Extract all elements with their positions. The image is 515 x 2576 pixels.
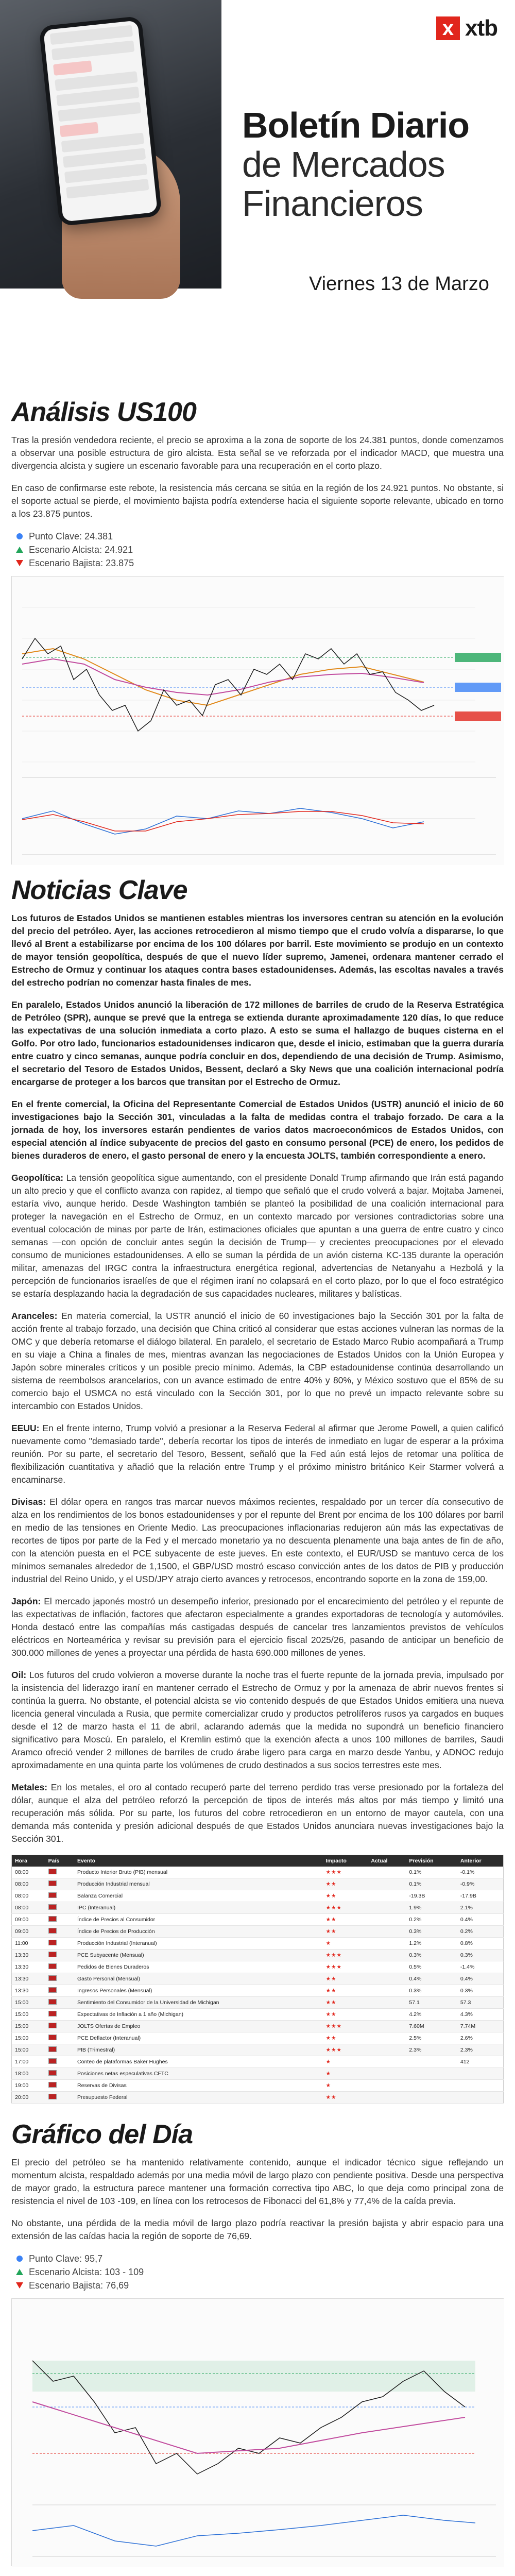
topic-lead: Metales: bbox=[11, 1782, 48, 1792]
calendar-row bbox=[12, 2021, 504, 2032]
country-flag-icon bbox=[45, 2021, 74, 2032]
impact-stars: ★★ bbox=[323, 1890, 368, 1902]
calendar-cell: Posiciones netas especulativas CFTC bbox=[74, 2068, 323, 2080]
country-flag-icon bbox=[45, 2032, 74, 2044]
xtb-logo-icon: x bbox=[436, 16, 460, 40]
chart-paragraph: El precio del petróleo se ha mantenido relativamente contenido, aunque el indicador técnico sigue reflejando un momentum alcista, respaldado además por una media móvil de largo plazo con pendiente positiva. Desde una perspectiva de mayor grado, la estructura parece mantener una formación correctiva tipo ABC, lo que deja como principal zona de resistencia el nivel de 103 -109, en línea con los retrocesos de Fibonacci del 61,8% y 77,4% de la caída previa. bbox=[11, 2157, 504, 2206]
calendar-cell: Producción Industrial (Interanual) bbox=[74, 1938, 323, 1950]
news-section bbox=[0, 875, 515, 2104]
calendar-row bbox=[12, 1938, 504, 1950]
calendar-cell: 0.1% bbox=[406, 1867, 457, 1878]
calendar-cell: 0.3% bbox=[406, 1950, 457, 1961]
report-title bbox=[242, 106, 505, 223]
phone-illustration bbox=[39, 16, 162, 227]
triangle-up-icon bbox=[15, 2268, 24, 2276]
calendar-cell: Expectativas de Inflación a 1 año (Michigan) bbox=[74, 2009, 323, 2021]
calendar-body bbox=[12, 1867, 504, 2104]
level-pivot bbox=[15, 2252, 504, 2265]
calendar-cell bbox=[368, 2080, 406, 2092]
calendar-cell: Balanza Comercial bbox=[74, 1890, 323, 1902]
impact-stars: ★★ bbox=[323, 1973, 368, 1985]
calendar-row bbox=[12, 2056, 504, 2068]
col-header: Previsión bbox=[406, 1855, 457, 1867]
us100-chart[interactable] bbox=[11, 576, 504, 865]
country-flag-icon bbox=[45, 1938, 74, 1950]
calendar-row bbox=[12, 1878, 504, 1890]
brand-logo[interactable] bbox=[436, 15, 497, 41]
calendar-cell bbox=[368, 1997, 406, 2009]
calendar-cell: Reservas de Divisas bbox=[74, 2080, 323, 2092]
calendar-row bbox=[12, 1950, 504, 1961]
calendar-cell: 2.6% bbox=[457, 2032, 504, 2044]
impact-stars: ★★★ bbox=[323, 1867, 368, 1878]
calendar-cell: 2.5% bbox=[406, 2032, 457, 2044]
calendar-row bbox=[12, 2080, 504, 2092]
calendar-cell: -0.9% bbox=[457, 1878, 504, 1890]
impact-stars: ★★ bbox=[323, 2092, 368, 2104]
calendar-cell: PIB (Trimestral) bbox=[74, 2044, 323, 2056]
country-flag-icon bbox=[45, 1878, 74, 1890]
calendar-cell bbox=[368, 1950, 406, 1961]
title-line-2: de Mercados bbox=[242, 144, 445, 184]
calendar-cell: Índice de Precios al Consumidor bbox=[74, 1914, 323, 1926]
col-header: Impacto bbox=[323, 1855, 368, 1867]
calendar-cell: 0.4% bbox=[406, 1973, 457, 1985]
triangle-down-icon bbox=[15, 559, 24, 567]
topic-aranceles bbox=[11, 1310, 504, 1413]
calendar-cell bbox=[457, 2080, 504, 2092]
level-pivot-label: Punto Clave: 24.381 bbox=[29, 531, 113, 541]
topic-text: La tensión geopolítica sigue aumentando, con el presidente Donald Trump afirmando que Irán está pagando un alto precio y que el conflicto avanza con rapidez, al tiempo que señaló que el crudo volverá a bajar. Mojtaba Jamenei, estaría vivo, aunque herido. Desde Washington también se planteó la posibilidad de una coalición internacional para proteger la navegación en el Estrecho de Ormuz, en un contexto marcado por versiones contradictorias sobre una eventual colocación de minas por parte de Irán, estimaciones oficiales que apuntan a una guerra de entre cuatro y cinco semanas —con opción de concluir antes según la decisión de Trump— y crecientes preocupaciones por el elevado consumo de municiones estadounidenses. A ello se suman la pérdida de un avión cisterna KC-135 durante la operación militar, amenazas del IRGC contra la infraestructura energética regional, advertencias de Netanyahu a Hezbolá y la percepción de funcionarios israelíes de que el régimen iraní no colapsará en el corto plazo, por lo que el foco estratégico se estaría desplazando hacia la degradación de sus capacidades nucleares, militares y balísticas. bbox=[11, 1173, 504, 1299]
calendar-cell bbox=[368, 2092, 406, 2104]
topic-lead: EEUU: bbox=[11, 1423, 40, 1433]
calendar-cell: 13:30 bbox=[12, 1985, 45, 1997]
calendar-cell: Gasto Personal (Mensual) bbox=[74, 1973, 323, 1985]
calendar-row bbox=[12, 2009, 504, 2021]
calendar-cell bbox=[457, 2092, 504, 2104]
calendar-cell: 0.3% bbox=[457, 1985, 504, 1997]
economic-calendar bbox=[11, 1855, 504, 2104]
calendar-cell: 15:00 bbox=[12, 1997, 45, 2009]
calendar-row bbox=[12, 1902, 504, 1914]
country-flag-icon bbox=[45, 1973, 74, 1985]
calendar-row bbox=[12, 1985, 504, 1997]
impact-stars: ★★ bbox=[323, 1926, 368, 1938]
country-flag-icon bbox=[45, 1867, 74, 1878]
oil-chart[interactable] bbox=[11, 2298, 504, 2566]
topic-divisas bbox=[11, 1496, 504, 1586]
topic-geopolitica bbox=[11, 1172, 504, 1300]
triangle-down-icon bbox=[15, 2281, 24, 2290]
calendar-cell: 13:30 bbox=[12, 1950, 45, 1961]
calendar-cell: PCE Subyacente (Mensual) bbox=[74, 1950, 323, 1961]
analysis-section bbox=[0, 397, 515, 865]
calendar-cell: 0.1% bbox=[406, 1878, 457, 1890]
title-line-1: Boletín Diario bbox=[242, 105, 470, 145]
calendar-cell: 1.2% bbox=[406, 1938, 457, 1950]
calendar-cell: 0.3% bbox=[457, 1950, 504, 1961]
col-header: Evento bbox=[74, 1855, 323, 1867]
impact-stars: ★ bbox=[323, 1938, 368, 1950]
calendar-cell: 15:00 bbox=[12, 2021, 45, 2032]
calendar-cell bbox=[368, 1938, 406, 1950]
topic-text: En el frente interno, Trump volvió a presionar a la Reserva Federal al afirmar que Jerome Powell, a quien calificó nuevamente como "demasiado tarde", debería recortar los tipos de interés de inmediato en lugar de esperar a la próxima reunión. Por su parte, el secretario del Tesoro, Bessent, señaló que la Fed aún está lejos de retomar una política de flexibilización cuantitativa y añadió que la relación entre Trump y el próximo ministro británico Keir Starmer volverá a encaminarse. bbox=[11, 1423, 504, 1485]
topic-lead: Japón: bbox=[11, 1596, 41, 1606]
impact-stars: ★★★ bbox=[323, 2044, 368, 2056]
level-bullish-label: Escenario Alcista: 24.921 bbox=[29, 545, 133, 555]
calendar-row bbox=[12, 1961, 504, 1973]
calendar-cell: -1.4% bbox=[457, 1961, 504, 1973]
calendar-cell: 0.5% bbox=[406, 1961, 457, 1973]
calendar-cell: Sentimiento del Consumidor de la Universidad de Michigan bbox=[74, 1997, 323, 2009]
calendar-cell: 4.2% bbox=[406, 2009, 457, 2021]
calendar-cell: Producto Interior Bruto (PIB) mensual bbox=[74, 1867, 323, 1878]
calendar-cell: 0.3% bbox=[406, 1985, 457, 1997]
level-pivot bbox=[15, 530, 504, 543]
calendar-cell bbox=[368, 1961, 406, 1973]
calendar-cell: 15:00 bbox=[12, 2032, 45, 2044]
analysis-paragraph: En caso de confirmarse este rebote, la resistencia más cercana se sitúa en la región de los 24.921 puntos. No obstante, si el soporte actual se pierde, el movimiento bajista podría extenderse hacia el siguiente soporte relevante, ubicado en torno a los 23.875 puntos. bbox=[11, 483, 504, 519]
calendar-header-row bbox=[12, 1855, 504, 1867]
calendar-cell: 412 bbox=[457, 2056, 504, 2068]
calendar-row bbox=[12, 2068, 504, 2080]
country-flag-icon bbox=[45, 1961, 74, 1973]
calendar-cell: 09:00 bbox=[12, 1926, 45, 1938]
topic-metales bbox=[11, 1781, 504, 1845]
col-header: Hora bbox=[12, 1855, 45, 1867]
topic-lead: Aranceles: bbox=[11, 1311, 58, 1321]
topic-eeuu bbox=[11, 1422, 504, 1486]
calendar-cell: 08:00 bbox=[12, 1867, 45, 1878]
impact-stars: ★★★ bbox=[323, 1902, 368, 1914]
calendar-cell: 15:00 bbox=[12, 2009, 45, 2021]
calendar-cell bbox=[406, 2068, 457, 2080]
level-bullish bbox=[15, 543, 504, 556]
impact-stars: ★ bbox=[323, 2080, 368, 2092]
calendar-cell: 7.60M bbox=[406, 2021, 457, 2032]
level-bullish bbox=[15, 2265, 504, 2279]
calendar-cell bbox=[406, 2092, 457, 2104]
calendar-cell bbox=[368, 1890, 406, 1902]
impact-stars: ★ bbox=[323, 2068, 368, 2080]
chart-paragraph: No obstante, una pérdida de la media móvil de largo plazo podría reactivar la presión bajista y abrir espacio para una extensión de las caídas hacia la región de soporte de 76,69. bbox=[11, 2218, 504, 2241]
calendar-cell: 57.1 bbox=[406, 1997, 457, 2009]
country-flag-icon bbox=[45, 1914, 74, 1926]
col-header: Anterior bbox=[457, 1855, 504, 1867]
report-date: Viernes 13 de Marzo bbox=[309, 273, 489, 295]
analysis-title: Análisis US100 bbox=[11, 397, 196, 427]
calendar-cell: 2.3% bbox=[406, 2044, 457, 2056]
country-flag-icon bbox=[45, 2092, 74, 2104]
impact-stars: ★★ bbox=[323, 1878, 368, 1890]
calendar-row bbox=[12, 1914, 504, 1926]
calendar-cell bbox=[368, 2044, 406, 2056]
level-bearish bbox=[15, 556, 504, 570]
calendar-row bbox=[12, 1926, 504, 1938]
analysis-paragraph: Tras la presión vendedora reciente, el precio se aproxima a la zona de soporte de los 24.381 puntos, donde comenzamos a observar una posible estructura de giro alcista. Esta señal se ve reforzada por el indicador MACD, que muestra una divergencia alcista y sugiere un escenario favorable para una recuperación en el corto plazo. bbox=[11, 435, 504, 471]
level-bearish bbox=[15, 2279, 504, 2292]
calendar-cell bbox=[368, 2032, 406, 2044]
topic-lead: Divisas: bbox=[11, 1497, 46, 1507]
col-header: País bbox=[45, 1855, 74, 1867]
calendar-cell bbox=[406, 2080, 457, 2092]
calendar-cell: 08:00 bbox=[12, 1902, 45, 1914]
calendar-cell: 7.74M bbox=[457, 2021, 504, 2032]
calendar-cell bbox=[406, 2056, 457, 2068]
calendar-cell: -17.9B bbox=[457, 1890, 504, 1902]
news-lead-paragraph: Los futuros de Estados Unidos se mantienen estables mientras los inversores centran su atención en la evolución del precio del petróleo. Ayer, las acciones retrocedieron al mismo tiempo que el crudo volvía a dispararse, lo que llevó al Brent a estabilizarse por encima de los 100 dólares por barril. Este movimiento se produjo en un contexto de mayor tensión geopolítica, después de que el nuevo líder supremo, Jamenei, ordenara mantener cerrado el Estrecho de Ormuz y continuar los ataques contra bases estadounidenses. Además, las escoltas navales a través del estrecho podrían no comenzar hasta finales de mes. bbox=[11, 913, 504, 988]
calendar-cell: 0.2% bbox=[406, 1914, 457, 1926]
level-bearish-label: Escenario Bajista: 76,69 bbox=[29, 2280, 129, 2291]
impact-stars: ★★ bbox=[323, 1985, 368, 1997]
calendar-cell bbox=[368, 1985, 406, 1997]
topic-text: Los futuros del crudo volvieron a moverse durante la noche tras el fuerte repunte de la jornada previa, impulsado por la insistencia del liderazgo iraní en mantener cerrado el Estrecho de Ormuz y por la amenaza de abrir nuevos frentes si continúa la guerra. No obstante, el potencial alcista se vio contenido después de que Estados Unidos emitiera una nueva licencia general vinculada a Rusia, que permite comercializar crudo y productos petrolíferos rusos ya cargados en buques desde el 12 de marzo hasta el 11 de abril, aclarando además que la medida no supondrá un beneficio financiero significativo para Moscú. En paralelo, el Kremlin estimó que la exención afecta a unos 100 millones de barriles, Saudi Aramco ofreció vender 2 millones de barriles de crudo árabe ligero para carga en marzo desde Yanbu, y ADNOC redujo aproximadamente en una quinta parte los volúmenes de crudo destinados a sus socios terrestres este mes. bbox=[11, 1670, 504, 1770]
calendar-cell: 0.4% bbox=[457, 1973, 504, 1985]
country-flag-icon bbox=[45, 1902, 74, 1914]
news-lead-paragraph: En paralelo, Estados Unidos anunció la liberación de 172 millones de barriles de crudo de la Reserva Estratégica de Petróleo (SPR), aunque se prevé que la entrega se extienda durante aproximadamente 120 días, lo que reduce las expectativas de una solución inmediata a corto plazo. A esto se suma el hallazgo de buques cisterna en el Golfo. Por otro lado, funcionarios estadounidenses indicaron que, desde el inicio, estimaban que la guerra duraría entre cuatro y cinco semanas, aunque podría concluir en dos, dependiendo de una decisión de Trump. Asimismo, el secretario del Tesoro de Estados Unidos, Bessent, declaró a Sky News que una coalición internacional podría encargarse de proteger a los barcos que transitan por el Estrecho de Ormuz. bbox=[11, 999, 504, 1087]
level-bullish-label: Escenario Alcista: 103 - 109 bbox=[29, 2267, 144, 2277]
topic-text: En los metales, el oro al contado recuperó parte del terreno perdido tras verse presionado por la fortaleza del dólar, aunque el alza del petróleo reforzó la percepción de tipos de interés más altos por más tiempo y limitó una recuperación más sólida. Por su parte, los futuros del cobre retrocedieron en un entorno de mayor cautela, con una demanda más contenida y presión adicional después de que Estados Unidos anunciara nuevas investigaciones bajo la Sección 301. bbox=[11, 1782, 504, 1844]
level-pivot-label: Punto Clave: 95,7 bbox=[29, 2253, 103, 2264]
calendar-cell: 19:00 bbox=[12, 2080, 45, 2092]
country-flag-icon bbox=[45, 1890, 74, 1902]
country-flag-icon bbox=[45, 1985, 74, 1997]
title-line-3: Financieros bbox=[242, 183, 423, 224]
impact-stars: ★★ bbox=[323, 1997, 368, 2009]
header-banner bbox=[0, 0, 515, 386]
calendar-cell bbox=[368, 1914, 406, 1926]
calendar-cell: 08:00 bbox=[12, 1878, 45, 1890]
calendar-cell: 11:00 bbox=[12, 1938, 45, 1950]
calendar-row bbox=[12, 1997, 504, 2009]
oil-key-levels bbox=[15, 2252, 504, 2292]
calendar-cell: -19.3B bbox=[406, 1890, 457, 1902]
calendar-cell: 0.8% bbox=[457, 1938, 504, 1950]
calendar-cell bbox=[368, 1902, 406, 1914]
topic-text: El mercado japonés mostró un desempeño inferior, presionado por el encarecimiento del petróleo y el repunte de las expectativas de inflación, factores que afectaron especialmente a grandes exportadoras de tecnología y automóviles. Honda destacó entre las compañías más castigadas después de cancelar tres lanzamientos previstos de vehículos eléctricos en Norteamérica y revisar su previsión para el ejercicio fiscal 2025/26, pasando de anticipar un beneficio de 300.000 millones de yenes a proyectar una pérdida de hasta 690.000 millones de yenes. bbox=[11, 1596, 504, 1658]
col-header: Actual bbox=[368, 1855, 406, 1867]
calendar-cell: 2.3% bbox=[457, 2044, 504, 2056]
key-levels bbox=[15, 530, 504, 570]
country-flag-icon bbox=[45, 2080, 74, 2092]
calendar-cell: 09:00 bbox=[12, 1914, 45, 1926]
country-flag-icon bbox=[45, 2068, 74, 2080]
brand-name: xtb bbox=[465, 15, 497, 41]
calendar-cell: 0.2% bbox=[457, 1926, 504, 1938]
calendar-cell: Ingresos Personales (Mensual) bbox=[74, 1985, 323, 1997]
country-flag-icon bbox=[45, 1926, 74, 1938]
calendar-cell bbox=[368, 2056, 406, 2068]
impact-stars: ★★ bbox=[323, 1914, 368, 1926]
level-bearish-label: Escenario Bajista: 23.875 bbox=[29, 558, 134, 568]
calendar-cell: 4.3% bbox=[457, 2009, 504, 2021]
impact-stars: ★★ bbox=[323, 2032, 368, 2044]
oil-chart-svg bbox=[12, 2299, 504, 2567]
impact-stars: ★★★ bbox=[323, 2021, 368, 2032]
calendar-cell: Presupuesto Federal bbox=[74, 2092, 323, 2104]
country-flag-icon bbox=[45, 2009, 74, 2021]
calendar-cell: 17:00 bbox=[12, 2056, 45, 2068]
topic-lead: Oil: bbox=[11, 1670, 27, 1680]
impact-stars: ★★ bbox=[323, 2009, 368, 2021]
calendar-row bbox=[12, 2044, 504, 2056]
triangle-up-icon bbox=[15, 546, 24, 554]
country-flag-icon bbox=[45, 1997, 74, 2009]
calendar-cell: 57.3 bbox=[457, 1997, 504, 2009]
calendar-cell: IPC (Interanual) bbox=[74, 1902, 323, 1914]
calendar-row bbox=[12, 1973, 504, 1985]
chart-of-day-section bbox=[0, 2119, 515, 2566]
calendar-cell: Conteo de plataformas Baker Hughes bbox=[74, 2056, 323, 2068]
topic-text: En materia comercial, la USTR anunció el inicio de 60 investigaciones bajo la Sección 301 por la falta de acción frente al trabajo forzado, una decisión que China criticó al considerar que estas acciones vulneran las normas de la OMC y que debería retomarse el diálogo bilateral. En paralelo, el secretario de Estado Marco Rubio acompañará a Trump en su viaje a China a finales de mes, mientras avanzan las negociaciones de Estados Unidos con la Unión Europea y Japón sobre minerales críticos y un posible precio mínimo. Además, la CBP estadounidense continúa desarrollando un sistema de reembolsos arancelarios, con un avance estimado de entre 40% y 80%, y México sostuvo que el 85% de su comercio bajo el USMCA no está vinculado con la Sección 301, por lo que no prevé un impacto relevante sobre su intercambio con Estados Unidos. bbox=[11, 1311, 504, 1411]
calendar-cell: -0.1% bbox=[457, 1867, 504, 1878]
calendar-row bbox=[12, 2032, 504, 2044]
calendar-cell: 18:00 bbox=[12, 2068, 45, 2080]
calendar-cell: 13:30 bbox=[12, 1973, 45, 1985]
impact-stars: ★ bbox=[323, 2056, 368, 2068]
topic-lead: Geopolítica: bbox=[11, 1173, 64, 1183]
us100-chart-svg bbox=[12, 577, 504, 865]
calendar-cell: 0.3% bbox=[406, 1926, 457, 1938]
news-lead-paragraph: En el frente comercial, la Oficina del Representante Comercial de Estados Unidos (USTR) anunció el inicio de 60 investigaciones bajo la Sección 301, vinculadas a la falta de medidas contra el trabajo forzado. De cara a la jornada de hoy, los inversores estarán pendientes de varios datos macroeconómicos de Estados Unidos, con especial atención al índice subyacente de precios del gasto en consumo personal (PCE) de enero, los pedidos de bienes duraderos de enero, el gasto personal de enero y la encuesta JOLTS, también correspondiente a enero. bbox=[11, 1099, 504, 1161]
calendar-cell: 15:00 bbox=[12, 2044, 45, 2056]
calendar-cell bbox=[368, 2009, 406, 2021]
calendar-cell: 2.1% bbox=[457, 1902, 504, 1914]
calendar-cell: 1.9% bbox=[406, 1902, 457, 1914]
country-flag-icon bbox=[45, 1950, 74, 1961]
calendar-cell: Producción Industrial mensual bbox=[74, 1878, 323, 1890]
calendar-cell: 20:00 bbox=[12, 2092, 45, 2104]
calendar-cell: Índice de Precios de Producción bbox=[74, 1926, 323, 1938]
calendar-row bbox=[12, 1867, 504, 1878]
calendar-cell bbox=[368, 1973, 406, 1985]
circle-icon bbox=[15, 532, 24, 540]
impact-stars: ★★★ bbox=[323, 1950, 368, 1961]
calendar-row bbox=[12, 2092, 504, 2104]
calendar-cell bbox=[368, 1926, 406, 1938]
topic-japon bbox=[11, 1595, 504, 1659]
chart-of-day-title: Gráfico del Día bbox=[11, 2120, 193, 2149]
calendar-cell: Pedidos de Bienes Duraderos bbox=[74, 1961, 323, 1973]
topic-oil bbox=[11, 1669, 504, 1772]
country-flag-icon bbox=[45, 2044, 74, 2056]
topic-text: El dólar opera en rangos tras marcar nuevos máximos recientes, respaldado por un tercer día consecutivo de alza en los rendimientos de los bonos estadounidenses y por el repunte del Brent por encima de los 100 dólares por barril en medio de las tensiones en Oriente Medio. Las preocupaciones inflacionarias redujeron aún más las expectativas de recortes de tipos por parte de la Fed y el mercado monetario ya no descuenta plenamente una baja antes de fin de año, con la atención puesta en el PCE subyacente de este jueves. En este contexto, el EUR/USD se mantuvo cerca de los mínimos semanales alrededor de 1,1500, el GBP/USD mostró escaso convicción antes de los datos de PIB y producción industrial del Reino Unido, y el USD/JPY atrajo cierto avances y retrocesos, encontrando soporte en la zona de 159,00. bbox=[11, 1497, 504, 1584]
calendar-cell bbox=[368, 2068, 406, 2080]
calendar-cell: 0.4% bbox=[457, 1914, 504, 1926]
calendar-cell bbox=[457, 2068, 504, 2080]
impact-stars: ★★★ bbox=[323, 1961, 368, 1973]
country-flag-icon bbox=[45, 2056, 74, 2068]
calendar-cell: 08:00 bbox=[12, 1890, 45, 1902]
calendar-cell: PCE Deflactor (Interanual) bbox=[74, 2032, 323, 2044]
calendar-cell bbox=[368, 2021, 406, 2032]
calendar-cell: JOLTS Ofertas de Empleo bbox=[74, 2021, 323, 2032]
calendar-row bbox=[12, 1890, 504, 1902]
calendar-cell: 13:30 bbox=[12, 1961, 45, 1973]
calendar-cell bbox=[368, 1878, 406, 1890]
circle-icon bbox=[15, 2255, 24, 2263]
news-title: Noticias Clave bbox=[11, 875, 187, 905]
calendar-cell bbox=[368, 1867, 406, 1878]
